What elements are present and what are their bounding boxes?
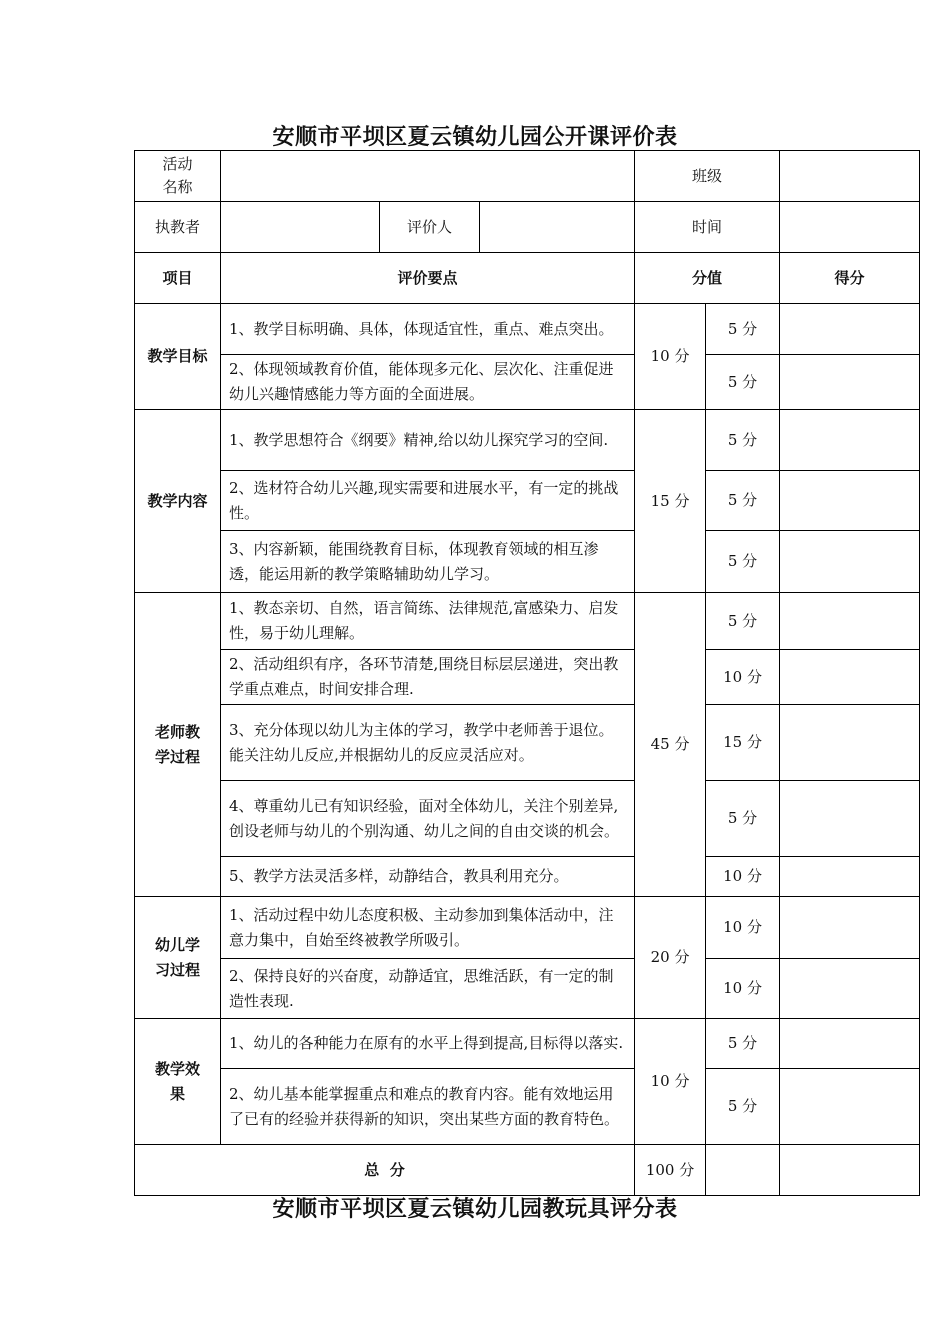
criterion-text: 1、教学目标明确、具体，体现适宜性，重点、难点突出。 xyxy=(221,304,635,355)
criterion-text: 1、幼儿的各种能力在原有的水平上得到提高,目标得以落实. xyxy=(221,1019,635,1069)
score-cell[interactable] xyxy=(780,897,920,959)
criterion-points: 5 分 xyxy=(706,593,780,650)
table-row xyxy=(135,593,920,650)
table-row xyxy=(135,304,920,355)
table-row xyxy=(135,471,920,531)
score-cell[interactable] xyxy=(780,355,920,410)
table-row xyxy=(135,857,920,897)
section-name: 老师教学过程 xyxy=(135,593,221,897)
evaluator-value[interactable] xyxy=(480,202,635,253)
score-cell[interactable] xyxy=(780,959,920,1019)
criterion-points: 5 分 xyxy=(706,410,780,471)
criterion-points: 5 分 xyxy=(706,304,780,355)
score-cell[interactable] xyxy=(780,781,920,857)
criterion-points: 5 分 xyxy=(706,531,780,593)
criterion-text: 1、教态亲切、自然，语言简练、法律规范,富感染力、启发性，易于幼儿理解。 xyxy=(221,593,635,650)
activity-name-label: 活动 名称 xyxy=(135,151,221,202)
criterion-points: 10 分 xyxy=(706,959,780,1019)
section-total: 45 分 xyxy=(635,593,706,897)
table-row xyxy=(135,897,920,959)
criterion-points: 5 分 xyxy=(706,471,780,531)
criterion-text: 2、幼儿基本能掌握重点和难点的教育内容。能有效地运用了已有的经验并获得新的知识，突出某些方面的教育特色。 xyxy=(221,1069,635,1145)
criterion-text: 2、活动组织有序，各环节清楚,围绕目标层层递进，突出教学重点难点，时间安排合理. xyxy=(221,650,635,705)
info-row-teacher xyxy=(135,202,920,253)
criterion-text: 1、教学思想符合《纲要》精神,给以幼儿探究学习的空间. xyxy=(221,410,635,471)
header-item: 项目 xyxy=(135,253,221,304)
section-total: 10 分 xyxy=(635,1019,706,1145)
criterion-text: 3、内容新颖，能围绕教育目标，体现教育领域的相互渗透，能运用新的教学策略辅助幼儿学习。 xyxy=(221,531,635,593)
teacher-label: 执教者 xyxy=(135,202,221,253)
score-cell[interactable] xyxy=(780,593,920,650)
criterion-text: 2、体现领域教育价值，能体现多元化、层次化、注重促进幼儿兴趣情感能力等方面的全面进展。 xyxy=(221,355,635,410)
criterion-points: 5 分 xyxy=(706,355,780,410)
criterion-points: 10 分 xyxy=(706,650,780,705)
criterion-text: 3、充分体现以幼儿为主体的学习，教学中老师善于退位。能关注幼儿反应,并根据幼儿的反应灵活应对。 xyxy=(221,705,635,781)
criterion-text: 5、教学方法灵活多样，动静结合，教具利用充分。 xyxy=(221,857,635,897)
page-title: 安顺市平坝区夏云镇幼儿园公开课评价表 xyxy=(272,124,678,150)
table-row xyxy=(135,355,920,410)
criterion-points: 10 分 xyxy=(706,897,780,959)
section-name: 幼儿学习过程 xyxy=(135,897,221,1019)
table-row xyxy=(135,410,920,471)
header-points: 评价要点 xyxy=(221,253,635,304)
criterion-text: 1、活动过程中幼儿态度积极、主动参加到集体活动中，注意力集中，自始至终被教学所吸引。 xyxy=(221,897,635,959)
criterion-text: 2、选材符合幼儿兴趣,现实需要和进展水平，有一定的挑战性。 xyxy=(221,471,635,531)
score-cell[interactable] xyxy=(780,650,920,705)
score-cell[interactable] xyxy=(780,471,920,531)
table-row xyxy=(135,1019,920,1069)
header-row xyxy=(135,253,920,304)
total-value: 100 分 xyxy=(635,1145,706,1196)
class-value[interactable] xyxy=(780,151,920,202)
section-total: 15 分 xyxy=(635,410,706,593)
score-cell[interactable] xyxy=(780,857,920,897)
criterion-points: 10 分 xyxy=(706,857,780,897)
evaluator-label: 评价人 xyxy=(380,202,480,253)
header-score-value: 分值 xyxy=(635,253,780,304)
criterion-points: 5 分 xyxy=(706,1019,780,1069)
header-score-got: 得分 xyxy=(780,253,920,304)
total-points-cell xyxy=(706,1145,780,1196)
time-value[interactable] xyxy=(780,202,920,253)
section-name: 教学目标 xyxy=(135,304,221,410)
score-cell[interactable] xyxy=(780,1069,920,1145)
score-cell[interactable] xyxy=(780,304,920,355)
section-total: 20 分 xyxy=(635,897,706,1019)
class-label: 班级 xyxy=(635,151,780,202)
time-label: 时间 xyxy=(635,202,780,253)
section-name: 教学内容 xyxy=(135,410,221,593)
total-label: 总 分 xyxy=(135,1145,635,1196)
table-row xyxy=(135,650,920,705)
table-row xyxy=(135,781,920,857)
evaluation-table xyxy=(134,150,920,1196)
score-cell[interactable] xyxy=(780,531,920,593)
total-row xyxy=(135,1145,920,1196)
table-row xyxy=(135,705,920,781)
section-total: 10 分 xyxy=(635,304,706,410)
second-table-title: 安顺市平坝区夏云镇幼儿园教玩具评分表 xyxy=(272,1196,678,1222)
score-cell[interactable] xyxy=(780,410,920,471)
activity-name-value[interactable] xyxy=(221,151,635,202)
criterion-points: 15 分 xyxy=(706,705,780,781)
table-row xyxy=(135,959,920,1019)
score-cell[interactable] xyxy=(780,1019,920,1069)
criterion-text: 2、保持良好的兴奋度，动静适宜，思维活跃，有一定的制造性表现. xyxy=(221,959,635,1019)
section-name: 教学效果 xyxy=(135,1019,221,1145)
table-row xyxy=(135,1069,920,1145)
table-row xyxy=(135,531,920,593)
score-cell[interactable] xyxy=(780,705,920,781)
teacher-value[interactable] xyxy=(221,202,380,253)
criterion-text: 4、尊重幼儿已有知识经验，面对全体幼儿，关注个别差异,创设老师与幼儿的个别沟通、幼儿之间的自由交谈的机会。 xyxy=(221,781,635,857)
criterion-points: 5 分 xyxy=(706,1069,780,1145)
criterion-points: 5 分 xyxy=(706,781,780,857)
info-row-activity xyxy=(135,151,920,202)
total-score-cell[interactable] xyxy=(780,1145,920,1196)
